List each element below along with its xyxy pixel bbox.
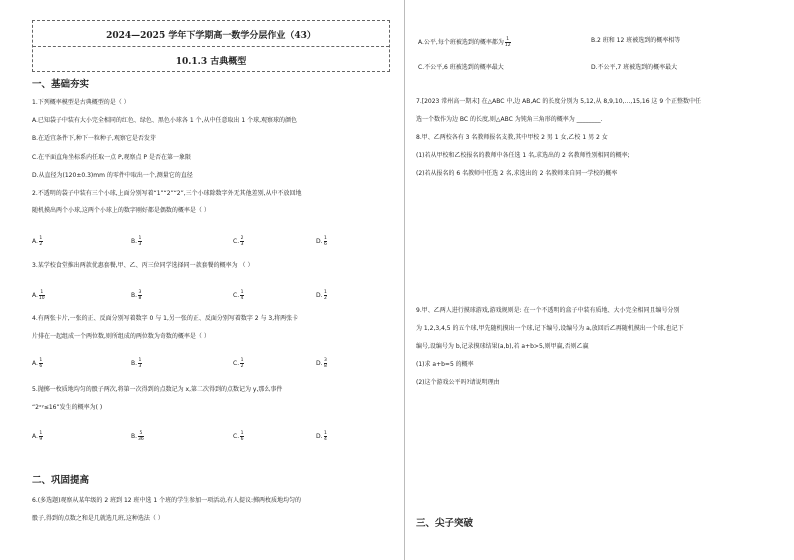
q8-line-2: (1)若从甲校和乙校报名的教师中各任选 1 名,求选出的 2 名教师性别相同的概率; (416, 152, 630, 159)
section-consolidate: 二、巩固提高 (32, 475, 90, 486)
q1-option-a: A.已知袋子中装有大小完全相同的红色、绿色、黑色小球各 1 个,从中任意取出 1 个球,观察球的颜色 (32, 117, 297, 124)
q6-option-d[interactable]: D.不公平,7 班被选到的概率最大 (591, 64, 678, 71)
q1-option-c: C.在平面直角坐标系内任取一点 P,观察点 P 是否在第一象限 (32, 154, 191, 161)
section-basic: 一、基础夯实 (32, 79, 90, 90)
q6-option-a[interactable]: A.公平,每个班被选到的概率都为 $\frac{1}{12}$ (418, 37, 511, 48)
q4-option-c[interactable]: C. $\frac{1}{2}$ (233, 358, 244, 369)
header-divider (33, 46, 389, 47)
q5-line-1: 5.抛掷一枚质地均匀的骰子两次,将第一次得到的点数记为 x,第二次得到的点数记为 y,那么事件 (32, 386, 283, 393)
q6-line-1: 6.(多选题)观察从某年级的 2 班到 12 班中选 1 个班的学生参加一项活动,有人提议:掷两枚质地均匀的 (32, 497, 302, 504)
q5-line-2: “2ˣʸ≤16”发生的概率为( ) (32, 404, 103, 411)
q8-line-1: 8.甲、乙两校各有 3 名教师报名支教,其中甲校 2 男 1 女,乙校 1 男 2 女 (416, 134, 608, 141)
q6-line-2: 骰子,得到的点数之和是几就选几班,这种选法（ ） (32, 515, 164, 522)
q7-line-1: 7.[2023 常州高一期末] 在△ABC 中,边 AB,AC 的长度分别为 5,12,从 8,9,10,…,15,16 这 9 个正整数中任 (416, 98, 702, 105)
q1-option-d: D.从直径为(120±0.3)mm 的零件中取出一个,测量它的直径 (32, 172, 193, 179)
q5-option-a[interactable]: A. $\frac{1}{9}$ (32, 431, 43, 442)
q3-option-d[interactable]: D. $\frac{1}{2}$ (316, 290, 327, 301)
q8-line-3: (2)若从报名的 6 名教师中任选 2 名,求选出的 2 名教师来自同一学校的概率 (416, 170, 618, 177)
q9-line-3: 编号,设编号为 b,记录摸球结果(a,b),若 a+b>5,则甲赢,否则乙赢 (416, 343, 589, 350)
q4-option-a[interactable]: A. $\frac{1}{6}$ (32, 358, 43, 369)
q4-option-b[interactable]: B. $\frac{1}{3}$ (131, 358, 142, 369)
q2-option-b[interactable]: B. $\frac{1}{3}$ (131, 236, 142, 247)
q2-option-c[interactable]: C. $\frac{2}{3}$ (233, 236, 244, 247)
q3-option-a[interactable]: A. $\frac{1}{10}$ (32, 290, 45, 301)
q2-line-2: 随机摸出两个小球,这两个小球上的数字刚好都是偶数的概率是（ ） (32, 207, 210, 214)
q6-option-c[interactable]: C.不公平,6 班被选到的概率最大 (418, 64, 504, 71)
header-box (32, 20, 390, 72)
q1-option-b: B.在适宜条件下,种下一粒种子,观察它是否发芽 (32, 135, 156, 142)
q5-option-d[interactable]: D. $\frac{1}{4}$ (316, 431, 327, 442)
q3-option-c[interactable]: C. $\frac{1}{4}$ (233, 290, 244, 301)
worksheet-title: 2024—2025 学年下学期高一数学分层作业（43） (106, 31, 316, 41)
q3-option-b[interactable]: B. $\frac{3}{8}$ (131, 290, 142, 301)
q2-option-a[interactable]: A. $\frac{1}{2}$ (32, 236, 43, 247)
q9-line-1: 9.甲、乙两人进行摸球游戏,游戏规则是: 在一个不透明的盒子中装有质地、大小完全相同且编号分别 (416, 307, 680, 314)
q2-option-d[interactable]: D. $\frac{1}{6}$ (316, 236, 327, 247)
q5-option-c[interactable]: C. $\frac{1}{6}$ (233, 431, 244, 442)
q4-option-d[interactable]: D. $\frac{3}{8}$ (316, 358, 327, 369)
q2-line-1: 2.不透明的袋子中装有三个小球,上面分别写着“1”“2”“2”,三个小球除数字外无其他差别,从中不放回地 (32, 190, 302, 197)
q9-line-2: 为 1,2,3,4,5 的五个球,甲先随机摸出一个球,记下编号,设编号为 a,放回后乙再随机摸出一个球,也记下 (416, 325, 684, 332)
column-divider (404, 0, 405, 560)
q3-stem: 3.某学校食堂推出两款优惠套餐,甲、乙、丙三位同学选择同一款套餐的概率为 （ ） (32, 262, 254, 269)
q7-line-2: 选一个数作为边 BC 的长度,则△ABC 为钝角三角形的概率为 ________. (416, 116, 603, 123)
q6-option-b[interactable]: B.2 班和 12 班被选到的概率相等 (591, 37, 681, 44)
worksheet-subtitle: 10.1.3 古典概型 (175, 57, 247, 67)
q5-option-b[interactable]: B. $\frac{5}{36}$ (131, 431, 144, 442)
q9-line-5: (2)这个游戏公平吗?请说明理由 (416, 379, 500, 386)
q4-line-2: 片排在一起组成一个两位数,则所组成的两位数为奇数的概率是（ ） (32, 333, 210, 340)
q9-line-4: (1)求 a+b=5 的概率 (416, 361, 474, 368)
q4-line-1: 4.有两张卡片,一张的正、反面分别写着数字 0 与 1,另一张的正、反面分别写着数字 2 与 3,将两张卡 (32, 315, 299, 322)
q1-stem: 1.下列概率模型是古典概型的是（ ） (32, 99, 130, 106)
section-advanced: 三、尖子突破 (416, 518, 474, 529)
